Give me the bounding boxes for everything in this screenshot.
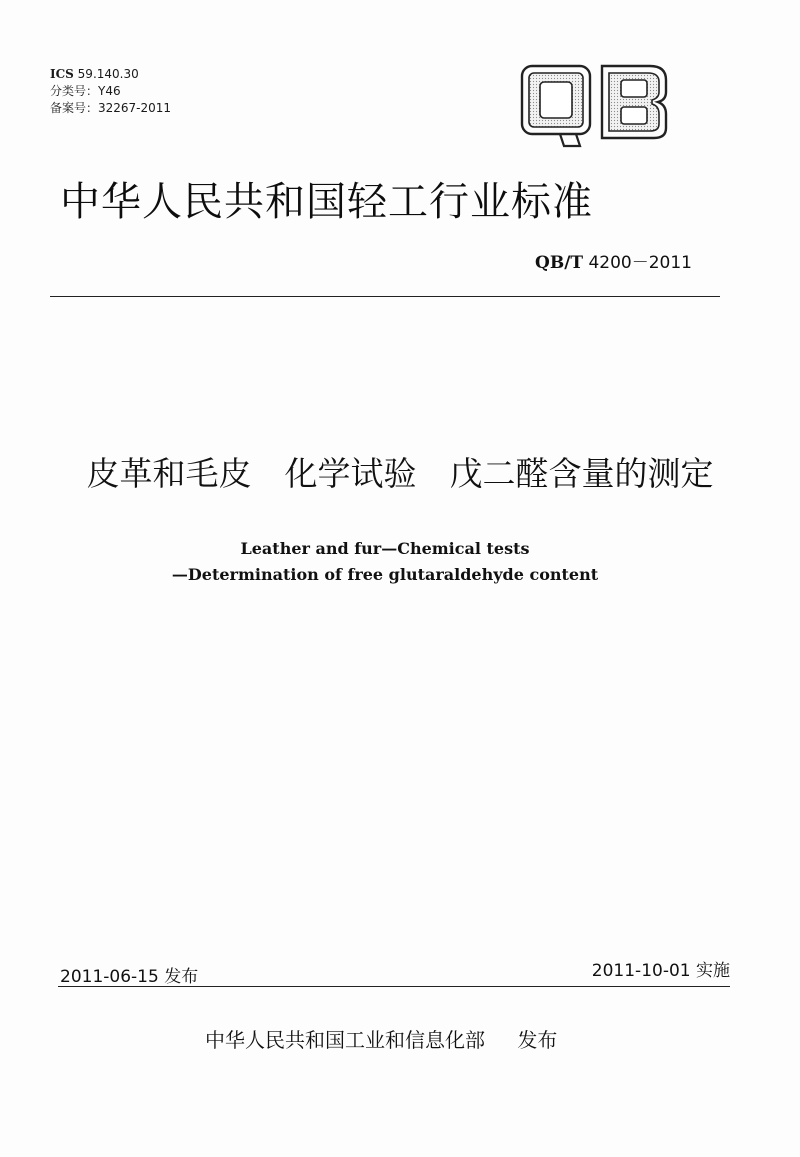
q-letter [522,66,590,146]
ics-label: ICS [50,67,74,81]
record-number: 备案号：32267-2011 [50,101,172,115]
standard-code-number: 4200－2011 [588,253,692,273]
qb-logo [520,62,670,152]
publisher-action: 发布 [517,1028,558,1052]
publisher-line [205,1024,557,1053]
standard-code [535,248,692,273]
bottom-divider [58,986,730,987]
classification-block [50,66,171,117]
english-title-line-2: —Determination of free glutaraldehyde content [171,565,599,584]
standard-type-title: 中华人民共和国轻工行业标准 [60,179,593,225]
ics-value: 59.140.30 [77,67,139,81]
document-title-chinese: 皮革和毛皮 化学试验 戊二醛含量的测定 [86,454,714,493]
publisher-name: 中华人民共和国工业和信息化部 [205,1028,485,1052]
top-divider [50,296,720,297]
document-title-english [90,536,680,588]
category-number: 分类号：Y46 [50,84,121,98]
b-letter [602,66,666,138]
issue-date: 2011-06-15 发布 [60,967,199,987]
ics-number [50,66,171,83]
english-title-line-1: Leather and fur—Chemical tests [240,539,530,558]
standard-code-prefix: QB/T [535,253,584,273]
implementation-date: 2011-10-01 实施 [591,961,730,981]
